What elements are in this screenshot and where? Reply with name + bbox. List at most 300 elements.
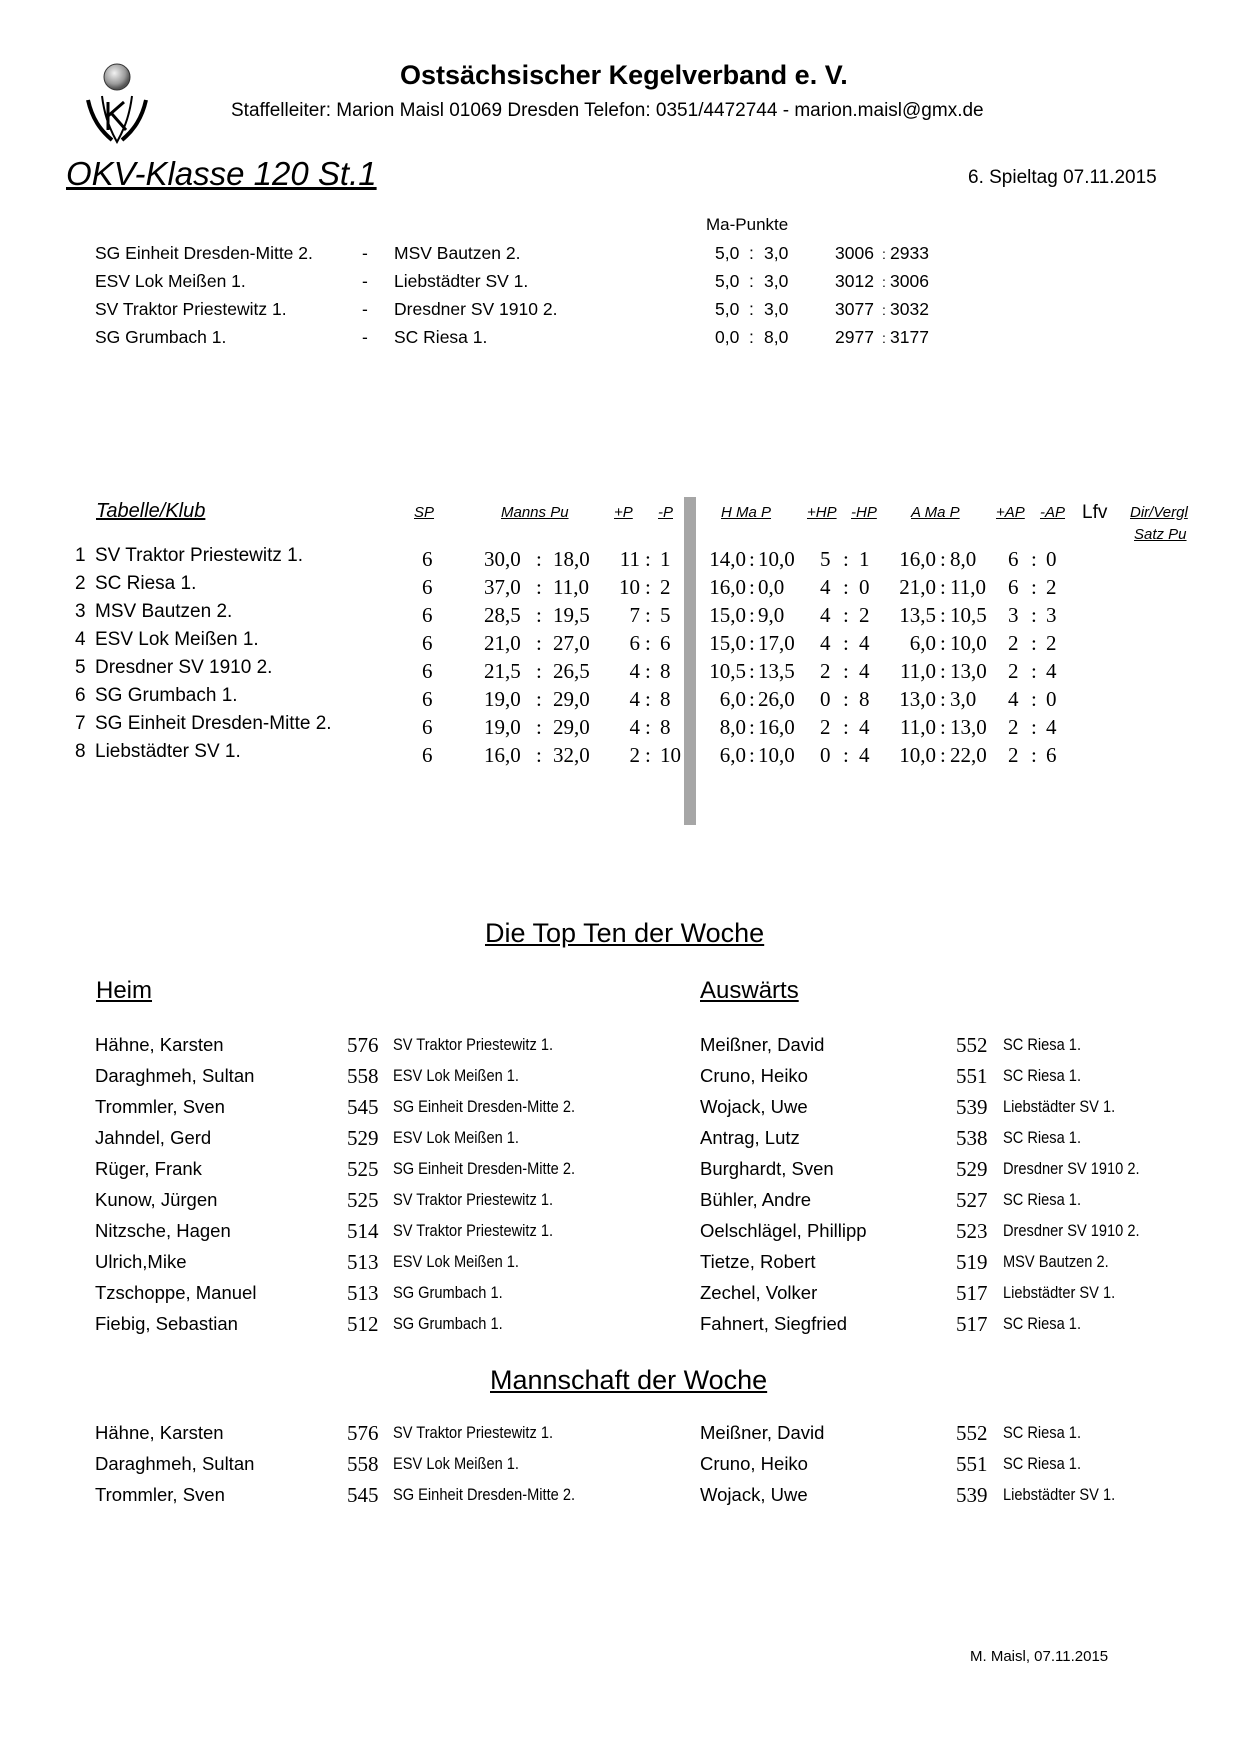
standings-away-ma-for: 21,0 (899, 575, 936, 599)
standings-separator: : (1031, 687, 1037, 711)
player-row-auswaerts (0, 1484, 1240, 1514)
player-score: 551 (956, 1064, 988, 1088)
standings-points-against: 8 (660, 687, 671, 711)
player-score: 545 (347, 1483, 379, 1507)
player-club (1003, 1066, 1094, 1086)
standings-club: SG Einheit Dresden-Mitte 2. (95, 713, 332, 734)
player-row-auswaerts (0, 1251, 1240, 1281)
standings-separator: : (645, 547, 651, 571)
player-score: 529 (956, 1157, 988, 1181)
standings-club: SV Traktor Priestewitz 1. (95, 545, 304, 566)
standings-games: 6 (422, 603, 433, 627)
standings-separator: : (749, 659, 755, 683)
standings-separator: : (1031, 603, 1037, 627)
standings-separator: : (843, 575, 849, 599)
player-club-label: ESV Lok Meißen 1. (393, 1066, 519, 1085)
standings-separator: : (1031, 631, 1037, 655)
standings-away-ma-for: 16,0 (899, 547, 936, 571)
result-score-guest: 3177 (890, 327, 929, 347)
result-score-separator: : (882, 274, 886, 290)
result-ma-home: 0,0 (715, 327, 740, 347)
standings-away-ma-for: 10,0 (899, 743, 936, 767)
player-score: 551 (956, 1452, 988, 1476)
topten-title: Die Top Ten der Woche (485, 918, 765, 948)
standings-away-points-for: 6 (1008, 575, 1019, 599)
player-row-auswaerts (0, 1422, 1240, 1452)
result-score-separator: : (882, 302, 886, 318)
player-name: Oelschlägel, Phillipp (700, 1220, 867, 1241)
team-of-week-title: Mannschaft der Woche (490, 1365, 768, 1395)
result-guest-team: Liebstädter SV 1. (394, 271, 529, 291)
player-score: 538 (956, 1126, 988, 1150)
player-score: 527 (956, 1188, 988, 1212)
player-name: Meißner, David (700, 1422, 825, 1443)
result-score-guest: 3006 (890, 271, 929, 291)
standings-away-ma-against: 11,0 (950, 575, 986, 599)
standings-rank: 1 (75, 545, 86, 566)
standings-away-ma-against: 13,0 (950, 659, 987, 683)
th-a-ma-p: A Ma P (911, 504, 960, 521)
standings-pins-for: 19,0 (484, 687, 521, 711)
player-row-auswaerts (0, 1313, 1240, 1343)
player-club-label: SC Riesa 1. (1003, 1128, 1082, 1147)
standings-separator: : (645, 659, 651, 683)
player-club-label: SV Traktor Priestewitz 1. (393, 1035, 554, 1054)
result-score-home: 2977 (835, 327, 874, 347)
player-row-auswaerts (0, 1096, 1240, 1126)
standings-rank: 5 (75, 657, 86, 678)
result-dash: - (362, 271, 368, 291)
player-club (1003, 1423, 1094, 1443)
standings-home-ma-against: 16,0 (758, 715, 795, 739)
result-ma-guest: 3,0 (764, 271, 789, 291)
result-ma-separator: : (749, 271, 754, 291)
standings-separator: : (536, 659, 542, 683)
standings-row (0, 715, 1240, 743)
player-score: 558 (347, 1064, 379, 1088)
standings-away-points-for: 2 (1008, 631, 1019, 655)
player-row-auswaerts (0, 1453, 1240, 1483)
standings-games: 6 (422, 743, 433, 767)
standings-points-against: 6 (660, 631, 671, 655)
standings-points-against: 10 (660, 743, 681, 767)
standings-rank: 2 (75, 573, 86, 594)
th-plus-hp: +HP (807, 504, 837, 521)
player-score: 513 (347, 1281, 379, 1305)
player-club (1003, 1252, 1126, 1272)
standings-points-for: 10 (619, 575, 640, 599)
standings-separator: : (749, 743, 755, 767)
standings-home-ma-against: 10,0 (758, 743, 795, 767)
standings-home-points-against: 1 (859, 547, 870, 571)
standings-separator: : (536, 743, 542, 767)
standings-points-for: 2 (629, 743, 640, 767)
standings-separator: : (1031, 547, 1037, 571)
standings-separator: : (843, 687, 849, 711)
standings-away-points-against: 2 (1046, 575, 1057, 599)
kegel-logo-icon (82, 60, 152, 148)
result-ma-separator: : (749, 243, 754, 263)
result-score-guest: 3032 (890, 299, 929, 319)
player-score: 525 (347, 1157, 379, 1181)
player-row-auswaerts (0, 1034, 1240, 1064)
player-name: Ulrich,Mike (95, 1251, 187, 1272)
player-name: Trommler, Sven (95, 1096, 225, 1117)
player-name: Hähne, Karsten (95, 1422, 224, 1443)
standings-away-points-against: 2 (1046, 631, 1057, 655)
player-name: Trommler, Sven (95, 1484, 225, 1505)
result-row (0, 243, 1240, 271)
standings-pins-against: 32,0 (553, 743, 590, 767)
result-home-team: ESV Lok Meißen 1. (95, 271, 246, 291)
standings-row (0, 659, 1240, 687)
player-club-label: SC Riesa 1. (1003, 1454, 1082, 1473)
standings-separator: : (645, 631, 651, 655)
standings-club: ESV Lok Meißen 1. (95, 629, 259, 650)
standings-away-ma-against: 13,0 (950, 715, 987, 739)
player-club (1003, 1485, 1133, 1505)
player-score: 539 (956, 1483, 988, 1507)
player-club (1003, 1128, 1094, 1148)
player-club-label: SG Grumbach 1. (393, 1283, 503, 1302)
standings-home-points-for: 4 (820, 603, 831, 627)
standings-pins-for: 28,5 (484, 603, 521, 627)
standings-separator: : (940, 715, 946, 739)
standings-away-ma-for: 6,0 (909, 631, 936, 655)
player-score: 517 (956, 1312, 988, 1336)
result-dash: - (362, 243, 368, 263)
player-row-auswaerts (0, 1220, 1240, 1250)
standings-home-points-for: 2 (820, 715, 831, 739)
player-score: 545 (347, 1095, 379, 1119)
th-lfv: Lfv (1082, 502, 1108, 523)
standings-games: 6 (422, 715, 433, 739)
standings-separator: : (843, 547, 849, 571)
standings-pins-for: 16,0 (484, 743, 521, 767)
standings-separator: : (843, 743, 849, 767)
player-name: Tzschoppe, Manuel (95, 1282, 257, 1303)
standings-points-against: 8 (660, 659, 671, 683)
standings-home-ma-for: 15,0 (709, 631, 746, 655)
player-club-label: ESV Lok Meißen 1. (393, 1454, 519, 1473)
player-club-label: Liebstädter SV 1. (1003, 1283, 1116, 1302)
player-name: Kunow, Jürgen (95, 1189, 218, 1210)
player-score: 513 (347, 1250, 379, 1274)
standings-separator: : (940, 575, 946, 599)
standings-home-points-against: 4 (859, 659, 870, 683)
standings-points-against: 2 (660, 575, 671, 599)
standings-home-ma-for: 15,0 (709, 603, 746, 627)
standings-games: 6 (422, 575, 433, 599)
player-club (1003, 1314, 1094, 1334)
standings-away-points-against: 6 (1046, 743, 1057, 767)
standings-away-points-for: 4 (1008, 687, 1019, 711)
standings-home-points-against: 4 (859, 715, 870, 739)
th-minus-p: -P (658, 504, 673, 521)
player-club-label: SC Riesa 1. (1003, 1423, 1082, 1442)
th-sp: SP (414, 504, 435, 521)
player-name: Fiebig, Sebastian (95, 1313, 238, 1334)
player-score: 552 (956, 1421, 988, 1445)
result-ma-home: 5,0 (715, 243, 740, 263)
result-ma-guest: 3,0 (764, 299, 789, 319)
player-club-label: Dresdner SV 1910 2. (1003, 1159, 1140, 1178)
standings-home-ma-against: 26,0 (758, 687, 795, 711)
standings-pins-against: 26,5 (553, 659, 590, 683)
standings-points-for: 6 (629, 631, 640, 655)
player-name: Wojack, Uwe (700, 1484, 808, 1505)
result-ma-home: 5,0 (715, 299, 740, 319)
standings-separator: : (940, 659, 946, 683)
standings-home-points-against: 0 (859, 575, 870, 599)
player-score: 525 (347, 1188, 379, 1212)
standings-separator: : (1031, 575, 1037, 599)
standings-home-points-against: 4 (859, 631, 870, 655)
player-club-label: SG Einheit Dresden-Mitte 2. (393, 1159, 576, 1178)
standings-home-points-against: 4 (859, 743, 870, 767)
result-dash: - (362, 299, 368, 319)
heim-title: Heim (96, 977, 153, 1004)
standings-club: SC Riesa 1. (95, 573, 197, 594)
result-ma-separator: : (749, 299, 754, 319)
standings-separator: : (645, 743, 651, 767)
standings-separator: : (843, 659, 849, 683)
result-dash: - (362, 327, 368, 347)
player-name: Nitzsche, Hagen (95, 1220, 231, 1241)
standings-points-for: 4 (629, 687, 640, 711)
player-score: 512 (347, 1312, 379, 1336)
result-row (0, 327, 1240, 355)
standings-rank: 3 (75, 601, 86, 622)
standings-separator: : (536, 547, 542, 571)
standings-points-for: 11 (619, 547, 640, 571)
player-score: 517 (956, 1281, 988, 1305)
standings-home-ma-for: 6,0 (719, 687, 746, 711)
standings-away-ma-for: 13,5 (899, 603, 936, 627)
standings-separator: : (536, 603, 542, 627)
standings-separator: : (749, 631, 755, 655)
standings-separator: : (536, 631, 542, 655)
standings-games: 6 (422, 547, 433, 571)
player-name: Antrag, Lutz (700, 1127, 800, 1148)
standings-separator: : (536, 575, 542, 599)
player-club-label: Liebstädter SV 1. (1003, 1485, 1116, 1504)
standings-pins-against: 27,0 (553, 631, 590, 655)
player-club-label: SV Traktor Priestewitz 1. (393, 1221, 554, 1240)
standings-away-ma-for: 13,0 (899, 687, 936, 711)
result-score-home: 3077 (835, 299, 874, 319)
standings-pins-against: 29,0 (553, 715, 590, 739)
player-club-label: SG Einheit Dresden-Mitte 2. (393, 1485, 576, 1504)
th-plus-p: +P (614, 504, 633, 521)
result-ma-separator: : (749, 327, 754, 347)
player-name: Burghardt, Sven (700, 1158, 834, 1179)
standings-club: MSV Bautzen 2. (95, 601, 233, 622)
standings-away-points-for: 2 (1008, 743, 1019, 767)
player-club (1003, 1221, 1162, 1241)
player-row-auswaerts (0, 1065, 1240, 1095)
result-guest-team: Dresdner SV 1910 2. (394, 299, 558, 319)
player-club (1003, 1035, 1094, 1055)
standings-separator: : (645, 715, 651, 739)
th-h-ma-p: H Ma P (721, 504, 772, 521)
player-score: 539 (956, 1095, 988, 1119)
standings-separator: : (843, 715, 849, 739)
standings-pins-against: 29,0 (553, 687, 590, 711)
standings-separator: : (843, 631, 849, 655)
result-ma-home: 5,0 (715, 271, 740, 291)
result-row (0, 271, 1240, 299)
player-row-auswaerts (0, 1189, 1240, 1219)
player-score: 558 (347, 1452, 379, 1476)
standings-separator: : (645, 575, 651, 599)
standings-rank: 6 (75, 685, 86, 706)
standings-away-points-against: 0 (1046, 547, 1057, 571)
standings-points-against: 1 (660, 547, 671, 571)
player-club-label: SC Riesa 1. (1003, 1190, 1082, 1209)
player-row-auswaerts (0, 1282, 1240, 1312)
standings-away-points-against: 4 (1046, 715, 1057, 739)
standings-separator: : (645, 603, 651, 627)
result-home-team: SG Grumbach 1. (95, 327, 227, 347)
standings-away-ma-against: 22,0 (950, 743, 987, 767)
player-name: Daraghmeh, Sultan (95, 1453, 255, 1474)
standings-home-points-for: 4 (820, 575, 831, 599)
standings-separator: : (749, 687, 755, 711)
player-name: Tietze, Robert (700, 1251, 816, 1272)
player-club (1003, 1454, 1094, 1474)
result-home-team: SV Traktor Priestewitz 1. (95, 299, 287, 319)
standings-home-points-for: 4 (820, 631, 831, 655)
standings-pins-for: 21,0 (484, 631, 521, 655)
th-plus-ap: +AP (996, 504, 1025, 521)
player-score: 576 (347, 1033, 379, 1057)
player-score: 519 (956, 1250, 988, 1274)
standings-row (0, 575, 1240, 603)
result-score-guest: 2933 (890, 243, 929, 263)
player-club-label: SV Traktor Priestewitz 1. (393, 1190, 554, 1209)
player-name: Wojack, Uwe (700, 1096, 808, 1117)
player-club-label: SC Riesa 1. (1003, 1314, 1082, 1333)
standings-home-points-against: 2 (859, 603, 870, 627)
th-manns-pu: Manns Pu (501, 504, 569, 521)
player-score: 576 (347, 1421, 379, 1445)
standings-home-ma-for: 8,0 (719, 715, 746, 739)
standings-separator: : (940, 687, 946, 711)
standings-home-points-against: 8 (859, 687, 870, 711)
standings-home-points-for: 5 (820, 547, 831, 571)
standings-separator: : (749, 603, 755, 627)
standings-pins-for: 30,0 (484, 547, 521, 571)
standings-pins-for: 21,5 (484, 659, 521, 683)
standings-separator: : (749, 575, 755, 599)
result-score-separator: : (882, 330, 886, 346)
standings-separator: : (940, 743, 946, 767)
player-name: Rüger, Frank (95, 1158, 202, 1179)
player-name: Jahndel, Gerd (95, 1127, 212, 1148)
standings-row (0, 547, 1240, 575)
org-contact: Staffelleiter: Marion Maisl 01069 Dresden Telefon: 0351/4472744 - marion.maisl@gmx.de (231, 100, 984, 121)
player-club-label: Dresdner SV 1910 2. (1003, 1221, 1140, 1240)
standings-pins-for: 37,0 (484, 575, 521, 599)
auswaerts-title: Auswärts (700, 977, 799, 1004)
standings-points-against: 5 (660, 603, 671, 627)
standings-row (0, 687, 1240, 715)
player-score: 523 (956, 1219, 988, 1243)
standings-away-points-for: 3 (1008, 603, 1019, 627)
standings-away-points-for: 6 (1008, 547, 1019, 571)
standings-separator: : (645, 687, 651, 711)
standings-home-ma-against: 0,0 (758, 575, 785, 599)
player-club-label: SC Riesa 1. (1003, 1035, 1082, 1054)
standings-separator: : (749, 715, 755, 739)
standings-separator: : (749, 547, 755, 571)
standings-club: SG Grumbach 1. (95, 685, 238, 706)
player-name: Meißner, David (700, 1034, 825, 1055)
footer-signature: M. Maisl, 07.11.2015 (970, 1648, 1109, 1665)
result-row (0, 299, 1240, 327)
standings-away-points-for: 2 (1008, 715, 1019, 739)
standings-games: 6 (422, 687, 433, 711)
player-club (1003, 1190, 1094, 1210)
standings-pins-for: 19,0 (484, 715, 521, 739)
standings-away-points-against: 0 (1046, 687, 1057, 711)
standings-club: Dresdner SV 1910 2. (95, 657, 273, 678)
standings-rank: 4 (75, 629, 86, 650)
standings-away-ma-for: 11,0 (900, 659, 936, 683)
player-row-auswaerts (0, 1158, 1240, 1188)
player-club-label: MSV Bautzen 2. (1003, 1252, 1109, 1271)
result-home-team: SG Einheit Dresden-Mitte 2. (95, 243, 313, 263)
standings-home-ma-for: 10,5 (709, 659, 746, 683)
player-name: Cruno, Heiko (700, 1065, 808, 1086)
standings-pins-against: 18,0 (553, 547, 590, 571)
standings-home-ma-against: 13,5 (758, 659, 795, 683)
standings-home-ma-for: 14,0 (709, 547, 746, 571)
standings-home-ma-against: 9,0 (758, 603, 785, 627)
player-club-label: SC Riesa 1. (1003, 1066, 1082, 1085)
standings-separator: : (1031, 659, 1037, 683)
player-name: Daraghmeh, Sultan (95, 1065, 255, 1086)
player-score: 552 (956, 1033, 988, 1057)
standings-home-points-for: 2 (820, 659, 831, 683)
result-score-home: 3006 (835, 243, 874, 263)
player-club-label: ESV Lok Meißen 1. (393, 1252, 519, 1271)
standings-home-ma-against: 10,0 (758, 547, 795, 571)
standings-games: 6 (422, 631, 433, 655)
standings-row (0, 603, 1240, 631)
player-score: 514 (347, 1219, 379, 1243)
standings-home-points-for: 0 (820, 687, 831, 711)
th-minus-hp: -HP (851, 504, 877, 521)
standings-away-points-against: 3 (1046, 603, 1057, 627)
player-club (1003, 1283, 1133, 1303)
player-club (1003, 1159, 1162, 1179)
result-score-home: 3012 (835, 271, 874, 291)
th-satz-pu: Satz Pu (1134, 526, 1187, 543)
matchday: 6. Spieltag 07.11.2015 (968, 167, 1157, 188)
standings-points-for: 4 (629, 715, 640, 739)
standings-club: Liebstädter SV 1. (95, 741, 241, 762)
player-score: 529 (347, 1126, 379, 1150)
standings-separator: : (536, 687, 542, 711)
standings-pins-against: 11,0 (553, 575, 589, 599)
standings-separator: : (843, 603, 849, 627)
standings-games: 6 (422, 659, 433, 683)
standings-pins-against: 19,5 (553, 603, 590, 627)
result-ma-guest: 3,0 (764, 243, 789, 263)
standings-points-for: 7 (629, 603, 640, 627)
